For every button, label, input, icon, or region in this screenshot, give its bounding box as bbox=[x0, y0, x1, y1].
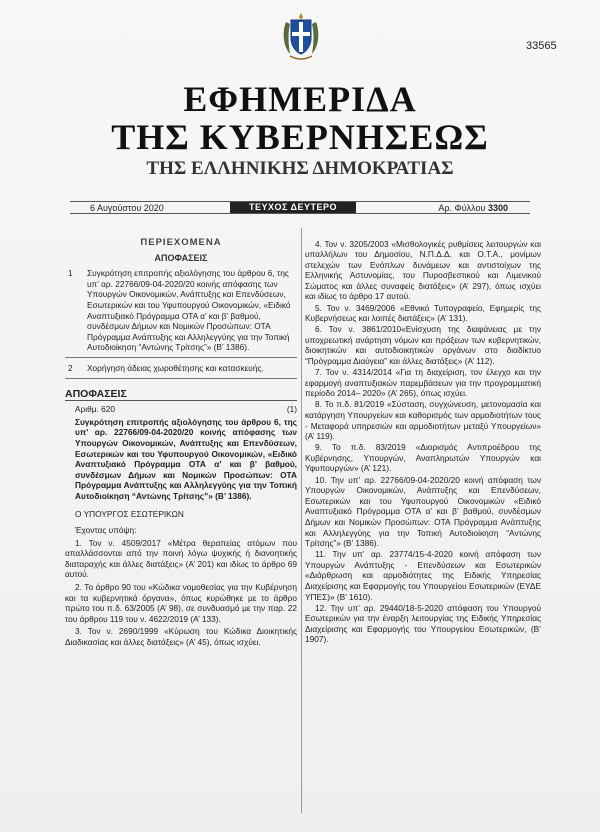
legal-paragraph: 7. Τον ν. 4314/2014 «Για τη διαχείριση, τον έλεγχο και την εφαρμογή αναπτυξιακών παρεμβάσεων για την προγραμματική περίοδο 2014– 2020» (Α’ 265), όπως ισχύει. bbox=[305, 367, 541, 399]
legal-paragraph: 4. Τον ν. 3205/2003 «Μισθολογικές ρυθμίσεις λειτουργών και υπαλλήλων του Δημοσίου, Ν.Π.Δ.Δ. και Ο.Τ.Α., μονίμων στελεχών των Ενόπλων δυνάμεων και αντιστοίχων της Ελληνικής Αστυνομίας, του Πυροσβεστικού και Λιμενικού Σώματος και άλλες συναφείς διατάξεις» (Α’ 297), όπως ισχύει και ιδίως το άρθρο 17 αυτού. bbox=[305, 238, 541, 302]
legal-paragraph: 1. Τον ν. 4509/2017 «Μέτρα θεραπείας ατόμων που απαλλάσσονται από την ποινή λόγω ψυχικής ή διανοητικής διαταραχής και άλλες διατάξεις» (Α’ 201) και ιδίως το άρθρο 69 αυτού. bbox=[65, 537, 297, 580]
greek-coat-of-arms-icon bbox=[278, 12, 324, 62]
legal-paragraph: 11. Την υπ’ αρ. 23774/15-4-2020 κοινή απόφαση των Υπουργών Ανάπτυξης - Επενδύσεων και Εσωτερικών «Διάρθρωση και αρμοδιότητες της Ειδικής Υπηρεσίας Διαχείρισης και Εφαρμογής του Υπουργείου Εσωτερικών (ΕΥΔΕ ΥΠΕΣ)» (Β’ 1610). bbox=[305, 549, 541, 602]
contents-item-text: Χορήγηση άδειας χωροθέτησης και κατασκευής. bbox=[87, 362, 264, 373]
minister-heading: Ο ΥΠΟΥΡΓΟΣ ΕΣΩΤΕΡΙΚΩΝ bbox=[75, 509, 184, 520]
page-number: 33565 bbox=[526, 40, 557, 52]
contents-item bbox=[65, 268, 297, 353]
masthead-bar bbox=[70, 201, 530, 214]
legal-paragraph: 8. Το π.δ. 81/2019 «Σύσταση, συγχώνευση, μετονομασία και κατάργηση Υπουργείων και καθορισμός των αρμοδιοτήτων τους - Μεταφορά υπηρεσιών και αρμοδιοτήτων μεταξύ Υπουργείων» (Α’ 119). bbox=[305, 399, 541, 442]
gazette-title-line3: ΤΗΣ ΕΛΛΗΝΙΚΗΣ ΔΗΜΟΚΡΑΤΙΑΣ bbox=[146, 158, 454, 179]
left-column bbox=[65, 238, 297, 648]
legal-paragraph: 3. Τον ν. 2690/1999 «Κύρωση του Κώδικα Διοικητικής Διαδικασίας και άλλες διατάξεις» (Α’ 45), όπως ισχύει. bbox=[65, 626, 297, 647]
having-regard-label: Έχοντας υπόψη: bbox=[75, 525, 137, 536]
contents-heading: ΠΕΡΙΕΧΟΜΕΝΑ bbox=[140, 237, 222, 248]
contents-item-text: Συγκρότηση επιτροπής αξιολόγησης του άρθρου 6, της υπ’ αρ. 22766/09-04-2020/20 κοινής απόφασης των Υπουργών Οικονομικών, Ανάπτυξης και Επενδύσεων, Εσωτερικών και του Υφυπουργού Οικονομικών, «Ειδικό Αναπτυξιακό Πρόγραμμα ΟΤΑ α’ και β’ βαθμού, συνδέσμων Δήμων και Νομικών Προσώπων: ΟΤΑ Πρόγραμμα Ανάπτυξης και Αλληλεγγύης για την Τοπική Αυτοδιοίκηση “Αντώνης Τρίτσης”» (Β’ 1386). bbox=[87, 268, 291, 353]
decisions-heading: ΑΠΟΦΑΣΕΙΣ bbox=[65, 389, 297, 402]
legal-paragraph: 12. Την υπ’ αρ. 29440/18-5-2020 απόφαση του Υπουργού Εσωτερικών για την έναρξη λειτουργίας της Ειδικής Υπηρεσίας Διαχείρισης και Εφαρμογής του Υπουργείου Εσωτερικών, (Β’ 1907). bbox=[305, 602, 541, 645]
right-column bbox=[305, 238, 541, 645]
gazette-title-line2: ΤΗΣ ΚΥΒΕΡΝΗΣΕΩΣ bbox=[111, 117, 489, 157]
legal-paragraph: 6. Τον ν. 3861/2010«Ενίσχυση της διαφάνειας με την υποχρεωτική ανάρτηση νόμων και πράξεων των κυβερνητικών, διοικητικών και αυτοδιοικητικών οργάνων στο διαδίκτυο “Πρόγραμμα Διαύγεια” και άλλες διατάξεις» (Α’ 112). bbox=[305, 324, 541, 367]
issue-label: ΤΕΥΧΟΣ ΔΕΥΤΕΡΟ bbox=[230, 202, 356, 213]
divider bbox=[65, 378, 297, 379]
legal-paragraph: 9. Το π.δ. 83/2019 «Διορισμός Αντιπροέδρου της Κυβέρνησης, Υπουργών, Αναπληρωτών Υπουργών και Υφυπουργών» (Α’ 121). bbox=[305, 442, 541, 474]
legal-paragraph: 10. Την υπ’ αρ. 22766/09-04-2020/20 κοινή απόφαση των Υπουργών Οικονομικών, Ανάπτυξης και Επενδύσεων, Εσωτερικών και του Υφυπουργού Οικονομικών «Ειδικό Αναπτυξιακό Πρόγραμμα ΟΤΑ α’ και β’ βαθμού, συνδέσμων Δήμων και Νομικών Προσώπων: ΟΤΑ Πρόγραμμα Ανάπτυξης και Αλληλεγγύης για την Τοπική Αυτοδιοίκηση “Αντώνης Τρίτσης”» (Β’ 1386). bbox=[305, 474, 541, 549]
decision-title: Συγκρότηση επιτροπής αξιολόγησης του άρθρου 6, της υπ’ αρ. 22766/09-04-2020/20 κοινής απόφασης των Υπουργών Οικονομικών, Ανάπτυξης και Επενδύσεων, Εσωτερικών και του Υφυπουργού Οικονομικών, «Ειδικό Αναπτυξιακό Πρόγραμμα ΟΤΑ α’ και β’ βαθμού, συνδέσμων Δήμων και Νομικών Προσώπων: ΟΤΑ Πρόγραμμα Ανάπτυξης και Αλληλεγγύης για την Τοπική Αυτοδιοίκηση “Αντώνης Τρίτσης”» (Β’ 1386). bbox=[75, 416, 297, 501]
contents-subheading: ΑΠΟΦΑΣΕΙΣ bbox=[154, 252, 208, 263]
column-divider bbox=[301, 228, 302, 813]
contents-item-number: 2 bbox=[68, 362, 73, 373]
legal-paragraph: 5. Τον ν. 3469/2006 «Εθνικό Τυπογραφείο, Εφημερίς της Κυβερνήσεως και λοιπές διατάξεις» (Α’ 131). bbox=[305, 302, 541, 324]
gazette-title-line1: ΕΦΗΜΕΡΙΔΑ bbox=[183, 79, 417, 119]
sheet-number-block bbox=[438, 203, 508, 214]
divider bbox=[65, 357, 297, 358]
decision-number: Αριθμ. 620 bbox=[75, 404, 115, 415]
legal-paragraph: 2. Το άρθρο 90 του «Κώδικα νομοθεσίας για την Κυβέρνηση και τα κυβερνητικά όργανα», όπως κυρώθηκε με το άρθρο πρώτο του π.δ. 63/2005 (Α’ 98), σε συνδυασμό με την παρ. 22 του άρθρου 119 του ν. 4622/2019 (Α’ 133). bbox=[65, 582, 297, 624]
decision-ref: (1) bbox=[286, 404, 297, 415]
issue-date: 6 Αυγούστου 2020 bbox=[90, 203, 164, 213]
sheet-number: 3300 bbox=[487, 203, 508, 213]
contents-item-number: 1 bbox=[68, 268, 73, 279]
contents-item bbox=[65, 363, 297, 374]
decision-number-row bbox=[65, 404, 297, 415]
sheet-label: Αρ. Φύλλου bbox=[438, 203, 486, 213]
